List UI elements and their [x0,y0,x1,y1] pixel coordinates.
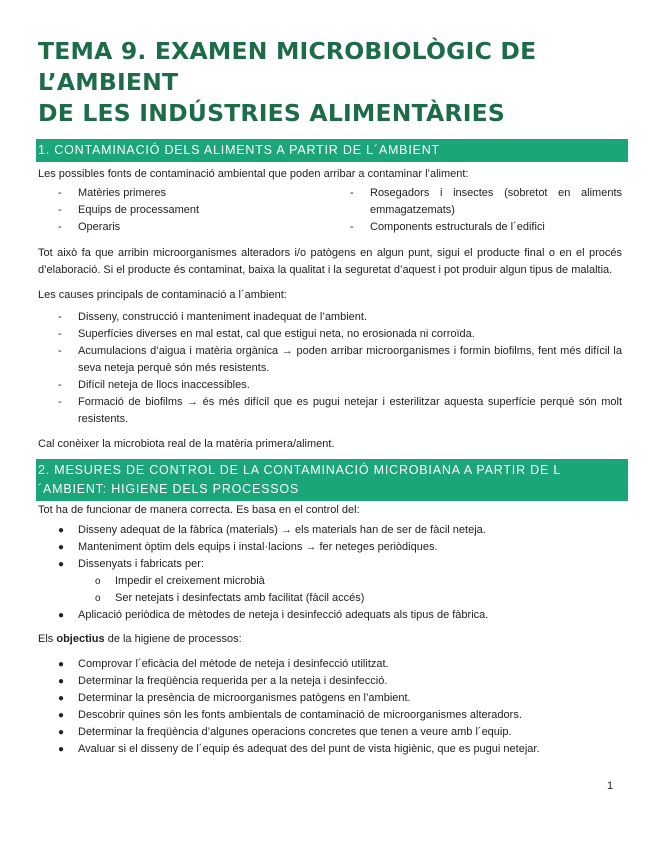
document-page [38,36,622,758]
design-sublist [38,573,622,607]
contamination-paragraph: Tot això fa que arribin microorganismes alteradors i/o patògens en algun punt, sigui el producte final o en el procés d’elaboració. Si el producte és contaminat, baixa la qualitat i la seguretat d’aquest i pot produir algun tipus de malaltia. [38,247,622,276]
list-item: ● Descobrir quines són les fonts ambientals de contaminació de microorganismes alteradors. [58,709,522,721]
closing-note: Cal conèixer la microbiota real de la matèria primera/aliment. [38,438,335,450]
objectives-intro: Els objectius de la higiene de processos: [38,633,242,645]
control-intro: Tot ha de funcionar de manera correcta. Es basa en el control del: [38,504,360,516]
list-item: - Disseny, construcció i manteniment inadequat de l’ambient. [58,311,368,323]
objectives-list [38,656,622,758]
sources-intro: Les possibles fonts de contaminació ambiental que poden arribar a contaminar l’aliment: [38,168,469,180]
list-item: ● Determinar la freqüència d’algunes operacions concretes que tenen a veure amb l´equip. [58,726,512,738]
controls-list-continued [38,607,622,624]
title-line-1: TEMA 9. EXAMEN MICROBIOLÒGIC DE L’AMBIENT [38,37,537,96]
list-item: - Operaris [58,221,121,233]
controls-list [38,522,622,573]
section-1-heading: 1. CONTAMINACIÓ DELS ALIMENTS A PARTIR DE L´AMBIENT [36,139,628,162]
list-item: - Acumulacions d’aigua i matèria orgànica → poden arribar microorganismes i formin biofilms, fent més difícil la seva neteja perquè són més resistents. [58,345,622,374]
list-item: - Difícil neteja de llocs inaccessibles. [58,379,250,391]
list-item: ● Disseny adequat de la fàbrica (materials) → els materials han de ser de fàcil neteja. [58,524,486,536]
list-item: ● Manteniment òptim dels equips i instal·lacions → fer neteges periòdiques. [58,541,438,553]
sources-list-right [330,185,622,236]
causes-list [38,309,622,428]
list-item: - Equips de processament [58,204,200,216]
list-item: ● Comprovar l´eficàcia del mètode de neteja i desinfecció utilitzat. [58,658,389,670]
sources-columns [38,185,622,236]
list-item: ● Aplicació periòdica de mètodes de neteja i desinfecció adequats als tipus de fàbrica. [58,609,489,621]
document-title [38,36,622,129]
title-line-2: DE LES INDÚSTRIES ALIMENTÀRIES [38,99,506,127]
list-item: ● Dissenyats i fabricats per: [58,558,204,570]
list-item: ● Determinar la freqüència requerida per a la neteja i desinfecció. [58,675,388,687]
page-number: 1 [607,780,614,792]
sources-list-left [38,185,330,236]
list-item: ● Avaluar si el disseny de l´equip és adequat des del punt de vista higiènic, que es pugui netejar. [58,743,540,755]
objectives-keyword: objectius [56,633,105,645]
list-item: - Rosegadors i insectes (sobretot en aliments emmagatzemats) [350,187,622,216]
list-item: - Components estructurals de l´edifici [350,221,545,233]
list-item: ● Determinar la presència de microorganismes patògens en l’ambient. [58,692,411,704]
section-2-heading: 2. MESURES DE CONTROL DE LA CONTAMINACIÓ MICROBIANA A PARTIR DE L´AMBIENT: HIGIENE DELS PROCESSOS [36,459,628,501]
list-item: - Superfícies diverses en mal estat, cal que estigui neta, no erosionada ni corroïda. [58,328,475,340]
causes-intro: Les causes principals de contaminació a l´ambient: [38,289,287,301]
list-item: - Matèries primeres [58,187,167,199]
list-item: o Impedir el creixement microbià [95,575,265,587]
list-item: - Formació de biofilms → és més difícil que es pugui netejar i esterilitzar aquesta superfície perquè són molt resistents. [58,396,622,425]
list-item: o Ser netejats i desinfectats amb facilitat (fàcil accés) [95,592,365,604]
